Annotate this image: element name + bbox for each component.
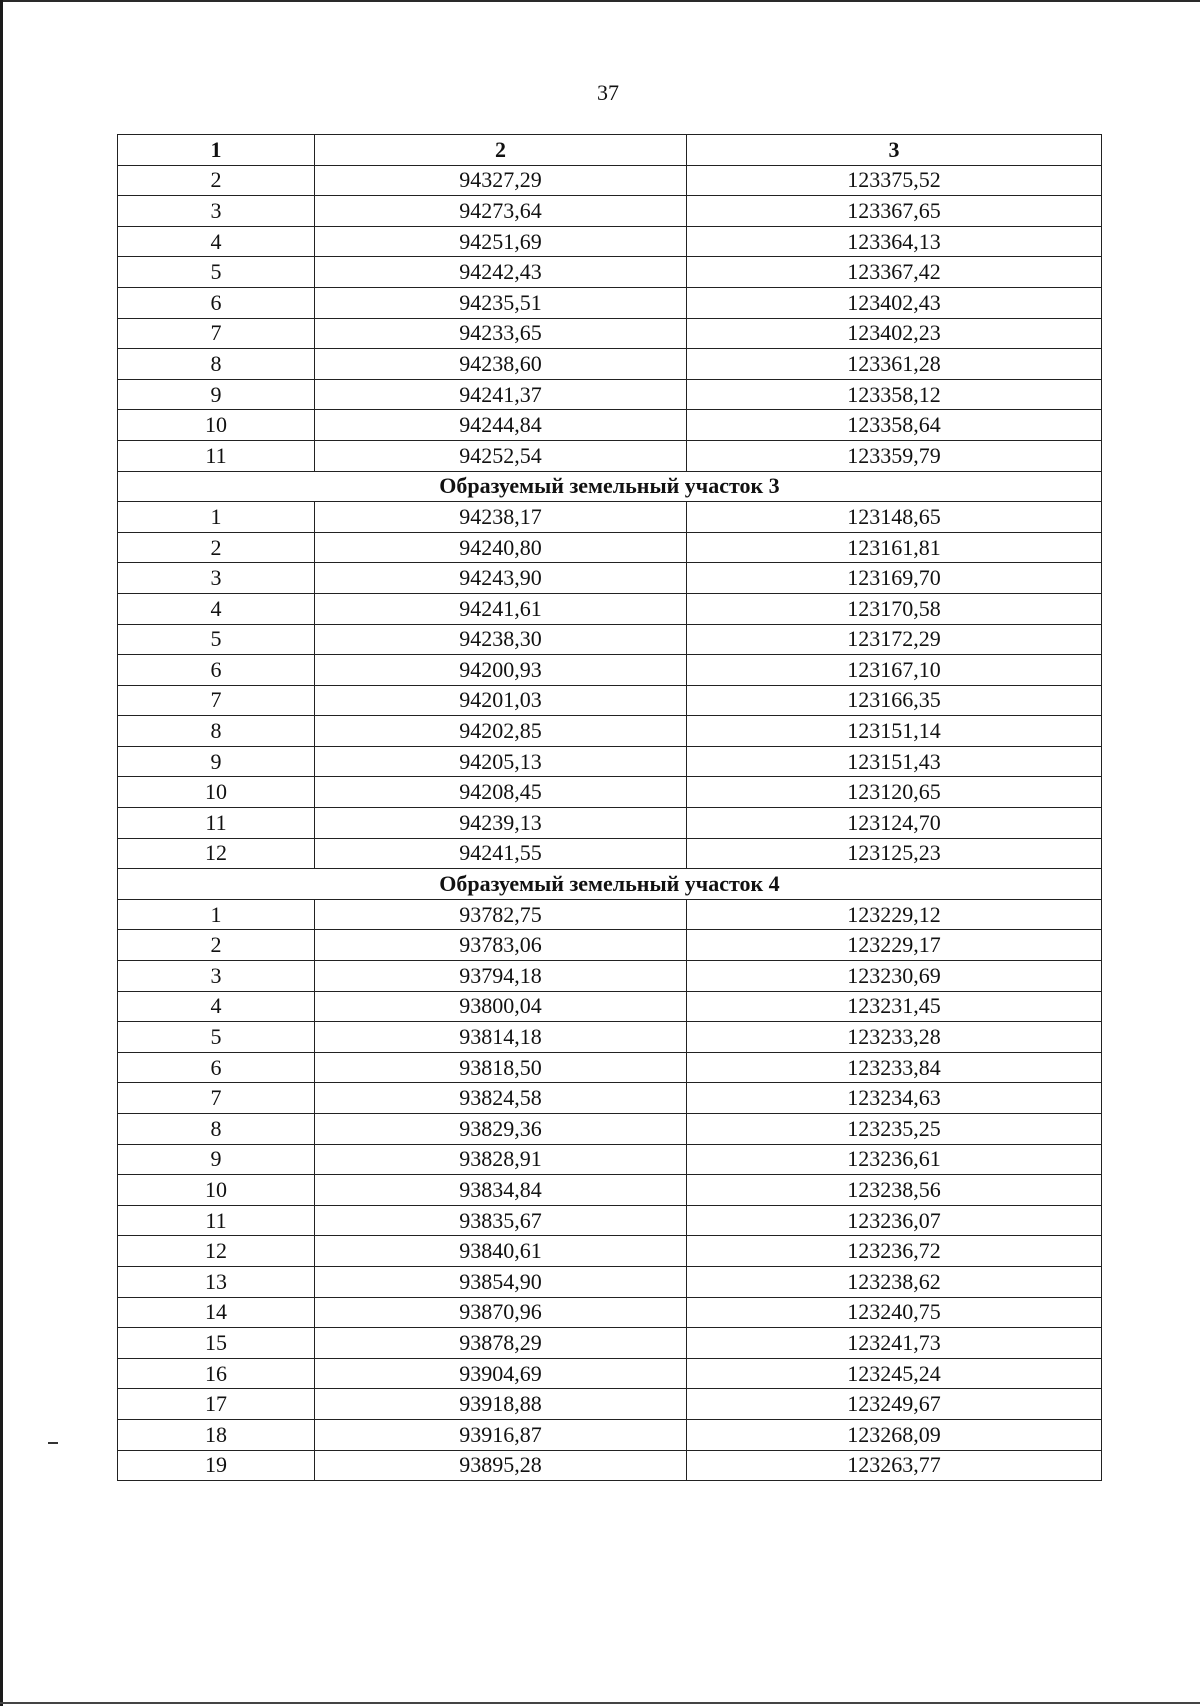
y-coordinate-cell: 123170,58 xyxy=(687,593,1102,624)
point-number-cell: 11 xyxy=(118,1205,315,1236)
y-coordinate-cell: 123241,73 xyxy=(687,1328,1102,1359)
table-row xyxy=(118,716,1102,747)
table-row xyxy=(118,1083,1102,1114)
y-coordinate-cell: 123268,09 xyxy=(687,1419,1102,1450)
x-coordinate-cell: 93814,18 xyxy=(315,1022,687,1053)
x-coordinate-cell: 93824,58 xyxy=(315,1083,687,1114)
point-number-cell: 13 xyxy=(118,1266,315,1297)
y-coordinate-cell: 123402,43 xyxy=(687,287,1102,318)
table-row xyxy=(118,1328,1102,1359)
page-number: 37 xyxy=(597,80,619,105)
point-number-cell: 6 xyxy=(118,1052,315,1083)
table-row xyxy=(118,746,1102,777)
table-row xyxy=(118,1175,1102,1206)
point-number-cell: 8 xyxy=(118,349,315,380)
point-number-cell: 2 xyxy=(118,165,315,196)
y-coordinate-cell: 123238,56 xyxy=(687,1175,1102,1206)
y-coordinate-cell: 123361,28 xyxy=(687,349,1102,380)
point-number-cell: 4 xyxy=(118,991,315,1022)
x-coordinate-cell: 94202,85 xyxy=(315,716,687,747)
point-number-cell: 14 xyxy=(118,1297,315,1328)
x-coordinate-cell: 93870,96 xyxy=(315,1297,687,1328)
x-coordinate-cell: 93828,91 xyxy=(315,1144,687,1175)
x-coordinate-cell: 94251,69 xyxy=(315,226,687,257)
point-number-cell: 10 xyxy=(118,410,315,441)
point-number-cell: 19 xyxy=(118,1450,315,1481)
y-coordinate-cell: 123161,81 xyxy=(687,532,1102,563)
x-coordinate-cell: 94273,64 xyxy=(315,196,687,227)
y-coordinate-cell: 123169,70 xyxy=(687,563,1102,594)
y-coordinate-cell: 123234,63 xyxy=(687,1083,1102,1114)
section-title: Образуемый земельный участок 4 xyxy=(118,869,1102,900)
header-col-1: 1 xyxy=(118,135,315,166)
y-coordinate-cell: 123167,10 xyxy=(687,655,1102,686)
table-row xyxy=(118,1205,1102,1236)
y-coordinate-cell: 123236,07 xyxy=(687,1205,1102,1236)
y-coordinate-cell: 123231,45 xyxy=(687,991,1102,1022)
point-number-cell: 9 xyxy=(118,379,315,410)
y-coordinate-cell: 123240,75 xyxy=(687,1297,1102,1328)
table-row xyxy=(118,838,1102,869)
y-coordinate-cell: 123148,65 xyxy=(687,502,1102,533)
x-coordinate-cell: 93918,88 xyxy=(315,1389,687,1420)
section-4-header xyxy=(118,869,1102,900)
x-coordinate-cell: 94241,61 xyxy=(315,593,687,624)
table-row xyxy=(118,808,1102,839)
y-coordinate-cell: 123151,14 xyxy=(687,716,1102,747)
y-coordinate-cell: 123359,79 xyxy=(687,440,1102,471)
x-coordinate-cell: 94241,37 xyxy=(315,379,687,410)
x-coordinate-cell: 93834,84 xyxy=(315,1175,687,1206)
point-number-cell: 8 xyxy=(118,716,315,747)
point-number-cell: 7 xyxy=(118,318,315,349)
x-coordinate-cell: 93916,87 xyxy=(315,1419,687,1450)
point-number-cell: 4 xyxy=(118,593,315,624)
x-coordinate-cell: 93794,18 xyxy=(315,961,687,992)
table-row xyxy=(118,1022,1102,1053)
y-coordinate-cell: 123233,84 xyxy=(687,1052,1102,1083)
table-row xyxy=(118,196,1102,227)
header-col-3: 3 xyxy=(687,135,1102,166)
x-coordinate-cell: 94240,80 xyxy=(315,532,687,563)
x-coordinate-cell: 94238,60 xyxy=(315,349,687,380)
y-coordinate-cell: 123402,23 xyxy=(687,318,1102,349)
table-row xyxy=(118,991,1102,1022)
x-coordinate-cell: 94238,30 xyxy=(315,624,687,655)
point-number-cell: 1 xyxy=(118,502,315,533)
table-row xyxy=(118,1052,1102,1083)
point-number-cell: 6 xyxy=(118,287,315,318)
table-body-part3 xyxy=(118,899,1102,1480)
table-row xyxy=(118,563,1102,594)
point-number-cell: 4 xyxy=(118,226,315,257)
y-coordinate-cell: 123229,17 xyxy=(687,930,1102,961)
point-number-cell: 15 xyxy=(118,1328,315,1359)
header-col-2: 2 xyxy=(315,135,687,166)
point-number-cell: 12 xyxy=(118,1236,315,1267)
table-row xyxy=(118,532,1102,563)
table-row xyxy=(118,410,1102,441)
table-row xyxy=(118,165,1102,196)
x-coordinate-cell: 93904,69 xyxy=(315,1358,687,1389)
point-number-cell: 5 xyxy=(118,624,315,655)
point-number-cell: 2 xyxy=(118,930,315,961)
x-coordinate-cell: 94242,43 xyxy=(315,257,687,288)
y-coordinate-cell: 123166,35 xyxy=(687,685,1102,716)
point-number-cell: 6 xyxy=(118,655,315,686)
section-title: Образуемый земельный участок 3 xyxy=(118,471,1102,502)
point-number-cell: 16 xyxy=(118,1358,315,1389)
y-coordinate-cell: 123120,65 xyxy=(687,777,1102,808)
point-number-cell: 7 xyxy=(118,685,315,716)
point-number-cell: 3 xyxy=(118,961,315,992)
point-number-cell: 5 xyxy=(118,257,315,288)
point-number-cell: 8 xyxy=(118,1114,315,1145)
x-coordinate-cell: 94239,13 xyxy=(315,808,687,839)
x-coordinate-cell: 93782,75 xyxy=(315,899,687,930)
y-coordinate-cell: 123367,65 xyxy=(687,196,1102,227)
table-row xyxy=(118,502,1102,533)
table-row xyxy=(118,1389,1102,1420)
y-coordinate-cell: 123235,25 xyxy=(687,1114,1102,1145)
coordinates-table xyxy=(117,134,1102,1481)
table-row xyxy=(118,961,1102,992)
section-3-header xyxy=(118,471,1102,502)
x-coordinate-cell: 94233,65 xyxy=(315,318,687,349)
table-row xyxy=(118,287,1102,318)
point-number-cell: 2 xyxy=(118,532,315,563)
y-coordinate-cell: 123358,12 xyxy=(687,379,1102,410)
x-coordinate-cell: 94327,29 xyxy=(315,165,687,196)
y-coordinate-cell: 123230,69 xyxy=(687,961,1102,992)
section-title-row xyxy=(118,471,1102,502)
y-coordinate-cell: 123245,24 xyxy=(687,1358,1102,1389)
scan-edge-bottom xyxy=(0,1702,1200,1704)
x-coordinate-cell: 94208,45 xyxy=(315,777,687,808)
point-number-cell: 17 xyxy=(118,1389,315,1420)
y-coordinate-cell: 123249,67 xyxy=(687,1389,1102,1420)
table-row xyxy=(118,1358,1102,1389)
y-coordinate-cell: 123229,12 xyxy=(687,899,1102,930)
x-coordinate-cell: 94243,90 xyxy=(315,563,687,594)
x-coordinate-cell: 94205,13 xyxy=(315,746,687,777)
table-row xyxy=(118,777,1102,808)
x-coordinate-cell: 93800,04 xyxy=(315,991,687,1022)
x-coordinate-cell: 93840,61 xyxy=(315,1236,687,1267)
table-row xyxy=(118,379,1102,410)
x-coordinate-cell: 93878,29 xyxy=(315,1328,687,1359)
point-number-cell: 11 xyxy=(118,808,315,839)
table-row xyxy=(118,226,1102,257)
y-coordinate-cell: 123124,70 xyxy=(687,808,1102,839)
table-row xyxy=(118,1450,1102,1481)
x-coordinate-cell: 93835,67 xyxy=(315,1205,687,1236)
point-number-cell: 3 xyxy=(118,563,315,594)
point-number-cell: 18 xyxy=(118,1419,315,1450)
table-row xyxy=(118,349,1102,380)
scan-speck xyxy=(48,1442,58,1444)
x-coordinate-cell: 93818,50 xyxy=(315,1052,687,1083)
y-coordinate-cell: 123263,77 xyxy=(687,1450,1102,1481)
x-coordinate-cell: 93854,90 xyxy=(315,1266,687,1297)
table-row xyxy=(118,685,1102,716)
point-number-cell: 5 xyxy=(118,1022,315,1053)
table-row xyxy=(118,318,1102,349)
y-coordinate-cell: 123172,29 xyxy=(687,624,1102,655)
table-row xyxy=(118,1266,1102,1297)
x-coordinate-cell: 94252,54 xyxy=(315,440,687,471)
y-coordinate-cell: 123151,43 xyxy=(687,746,1102,777)
point-number-cell: 10 xyxy=(118,1175,315,1206)
y-coordinate-cell: 123358,64 xyxy=(687,410,1102,441)
x-coordinate-cell: 93895,28 xyxy=(315,1450,687,1481)
x-coordinate-cell: 94238,17 xyxy=(315,502,687,533)
table-row xyxy=(118,624,1102,655)
table-row xyxy=(118,655,1102,686)
point-number-cell: 9 xyxy=(118,1144,315,1175)
point-number-cell: 11 xyxy=(118,440,315,471)
scan-edge-left xyxy=(0,0,3,1706)
point-number-cell: 7 xyxy=(118,1083,315,1114)
y-coordinate-cell: 123125,23 xyxy=(687,838,1102,869)
scan-edge-top xyxy=(0,0,1200,2)
x-coordinate-cell: 94200,93 xyxy=(315,655,687,686)
y-coordinate-cell: 123367,42 xyxy=(687,257,1102,288)
point-number-cell: 1 xyxy=(118,899,315,930)
table-row xyxy=(118,1236,1102,1267)
y-coordinate-cell: 123364,13 xyxy=(687,226,1102,257)
table-row xyxy=(118,1144,1102,1175)
table-body-part1 xyxy=(118,165,1102,471)
x-coordinate-cell: 94244,84 xyxy=(315,410,687,441)
x-coordinate-cell: 94201,03 xyxy=(315,685,687,716)
table-row xyxy=(118,440,1102,471)
table-row xyxy=(118,257,1102,288)
table-row xyxy=(118,1419,1102,1450)
table-body-part2 xyxy=(118,502,1102,869)
x-coordinate-cell: 93829,36 xyxy=(315,1114,687,1145)
table-row xyxy=(118,930,1102,961)
x-coordinate-cell: 94235,51 xyxy=(315,287,687,318)
point-number-cell: 12 xyxy=(118,838,315,869)
y-coordinate-cell: 123236,72 xyxy=(687,1236,1102,1267)
y-coordinate-cell: 123233,28 xyxy=(687,1022,1102,1053)
table-row xyxy=(118,1114,1102,1145)
x-coordinate-cell: 93783,06 xyxy=(315,930,687,961)
point-number-cell: 10 xyxy=(118,777,315,808)
table-row xyxy=(118,899,1102,930)
section-title-row xyxy=(118,869,1102,900)
y-coordinate-cell: 123238,62 xyxy=(687,1266,1102,1297)
point-number-cell: 9 xyxy=(118,746,315,777)
point-number-cell: 3 xyxy=(118,196,315,227)
table-header-row xyxy=(118,135,1102,166)
y-coordinate-cell: 123236,61 xyxy=(687,1144,1102,1175)
x-coordinate-cell: 94241,55 xyxy=(315,838,687,869)
table-row xyxy=(118,1297,1102,1328)
table-row xyxy=(118,593,1102,624)
y-coordinate-cell: 123375,52 xyxy=(687,165,1102,196)
